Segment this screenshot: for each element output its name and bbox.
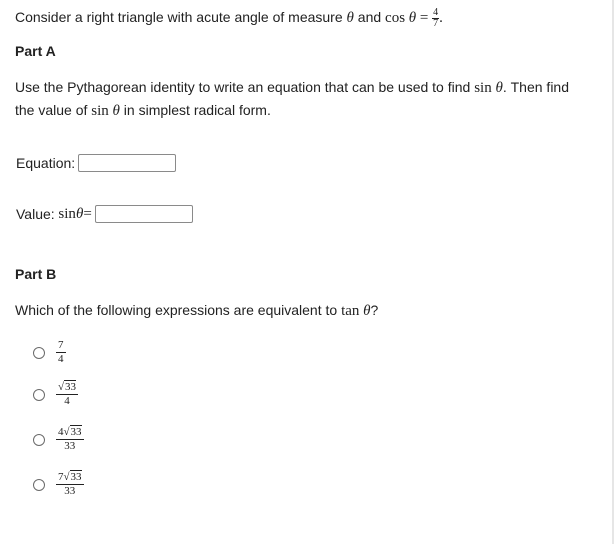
radicand: 33 — [70, 426, 82, 438]
fraction-denominator: 33 — [64, 440, 76, 452]
fraction-denominator: 4 — [58, 353, 64, 365]
answer-option-3[interactable] — [33, 426, 84, 453]
fraction-numerator: 4 — [433, 7, 439, 18]
question-suffix: ? — [370, 302, 379, 318]
coefficient: 7 — [58, 471, 64, 483]
part-b-heading: Part B — [15, 266, 57, 282]
sqrt-symbol: √ — [63, 426, 70, 438]
intro-prefix: Consider a right triangle with acute angle of measure — [15, 9, 347, 26]
option-fraction — [56, 471, 84, 498]
instructions-line1-prefix: Use the Pythagorean identity to write an equation that can be used to find — [15, 79, 475, 95]
sqrt-symbol: √ — [58, 381, 65, 393]
fraction-numerator: 7 — [58, 339, 64, 351]
option-fraction — [56, 381, 78, 408]
fraction-denominator: 33 — [64, 485, 76, 497]
theta-symbol: θ — [75, 205, 84, 222]
instructions-line2-prefix: the value of — [15, 102, 92, 118]
intro-period: . — [439, 10, 443, 27]
sin-function: sin — [474, 80, 492, 96]
part-a-instructions — [15, 76, 595, 122]
theta-symbol: θ — [408, 10, 417, 27]
equation-label: Equation: — [16, 155, 76, 171]
intro-mid: and — [353, 9, 386, 26]
theta-symbol: θ — [346, 10, 354, 27]
option-fraction — [56, 339, 66, 366]
equation-input[interactable] — [78, 154, 176, 172]
value-input[interactable] — [95, 205, 193, 223]
answer-option-2[interactable] — [33, 381, 78, 408]
answer-option-1[interactable] — [33, 339, 66, 366]
theta-symbol: θ — [495, 80, 503, 96]
fraction-numerator — [56, 471, 84, 485]
option-fraction — [56, 426, 84, 453]
value-row — [16, 205, 193, 223]
sin-function: sin — [91, 103, 109, 119]
equation-row — [16, 154, 176, 172]
equals-sign: = — [416, 10, 433, 27]
tan-function: tan — [341, 303, 360, 319]
radio-button[interactable] — [33, 434, 45, 446]
part-b-question — [15, 299, 595, 322]
fraction-numerator — [56, 426, 84, 440]
sin-function: sin — [58, 205, 76, 222]
intro-text — [15, 8, 443, 29]
fraction-denominator: 7 — [433, 18, 439, 29]
sqrt-symbol: √ — [63, 471, 70, 483]
instructions-line2-suffix: in simplest radical form. — [119, 102, 271, 118]
fraction-numerator — [56, 381, 78, 395]
radicand: 33 — [70, 471, 82, 483]
radio-button[interactable] — [33, 347, 45, 359]
instructions-line1-suffix: . Then find — [502, 79, 569, 95]
answer-option-4[interactable] — [33, 471, 84, 498]
radio-button[interactable] — [33, 479, 45, 491]
theta-symbol: θ — [363, 303, 371, 319]
radio-button[interactable] — [33, 389, 45, 401]
question-prefix: Which of the following expressions are equivalent to — [15, 302, 342, 318]
theta-symbol: θ — [112, 103, 120, 119]
part-a-heading: Part A — [15, 43, 56, 59]
equals-sign: = — [83, 205, 92, 222]
coefficient: 4 — [58, 426, 64, 438]
cos-function: cos — [385, 10, 406, 27]
radicand: 33 — [65, 381, 77, 393]
value-label: Value: — [16, 206, 55, 222]
fraction-denominator: 4 — [64, 395, 70, 407]
